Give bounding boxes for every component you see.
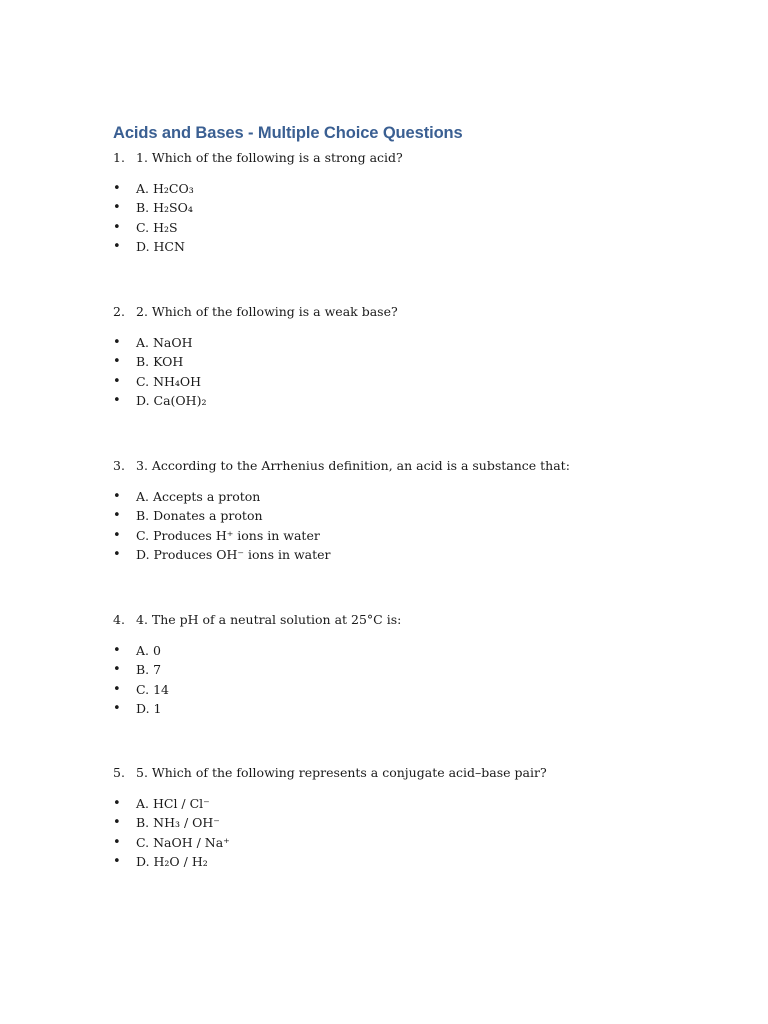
bullet-icon: •: [113, 834, 121, 850]
bullet-icon: •: [113, 681, 121, 697]
option-item: [0, 508, 768, 527]
option-item: [0, 835, 768, 854]
question-number: 1.: [113, 150, 125, 165]
bullet-icon: •: [113, 815, 121, 831]
option-text: C. Produces H⁺ ions in water: [136, 527, 320, 543]
option-list: [0, 796, 768, 873]
option-item: [0, 662, 768, 681]
bullet-icon: •: [113, 546, 121, 562]
bullet-icon: •: [113, 643, 121, 658]
bullet-icon: •: [113, 662, 121, 678]
question-number: 2.: [113, 304, 125, 319]
option-text: D. Produces OH⁻ ions in water: [136, 546, 331, 562]
option-text: D. HCN: [136, 238, 185, 254]
option-text: B. KOH: [136, 354, 184, 370]
question-text: 4. The pH of a neutral solution at 25°C is:: [136, 612, 402, 627]
bullet-icon: •: [113, 238, 121, 254]
bullet-icon: •: [113, 181, 121, 196]
question-number: 5.: [113, 765, 125, 780]
option-item: [0, 239, 768, 258]
bullet-icon: •: [113, 527, 121, 543]
option-text: A. HCl / Cl⁻: [136, 796, 210, 811]
option-text: C. NaOH / Na⁺: [136, 834, 230, 850]
bullet-icon: •: [113, 354, 121, 370]
option-item: [0, 220, 768, 239]
option-text: B. H₂SO₄: [136, 200, 193, 216]
option-item: [0, 854, 768, 873]
option-item: [0, 393, 768, 412]
option-item: [0, 701, 768, 720]
option-text: B. Donates a proton: [136, 508, 263, 524]
option-list: [0, 335, 768, 412]
option-text: D. 1: [136, 700, 162, 716]
option-list: [0, 643, 768, 720]
bullet-icon: •: [113, 373, 121, 389]
option-text: D. Ca(OH)₂: [136, 392, 207, 408]
option-list: [0, 181, 768, 258]
option-text: A. NaOH: [136, 335, 193, 350]
option-item: [0, 200, 768, 219]
option-item: [0, 682, 768, 701]
option-text: A. 0: [136, 643, 161, 658]
bullet-icon: •: [113, 700, 121, 716]
bullet-icon: •: [113, 489, 121, 504]
bullet-icon: •: [113, 392, 121, 408]
question-text: 3. According to the Arrhenius definition, an acid is a substance that:: [136, 458, 570, 473]
option-text: B. 7: [136, 662, 162, 678]
question-number: 4.: [113, 612, 125, 627]
option-item: [0, 354, 768, 373]
question-number: 3.: [113, 458, 125, 473]
option-list: [0, 489, 768, 566]
option-item: [0, 796, 768, 815]
bullet-icon: •: [113, 796, 121, 811]
bullet-icon: •: [113, 508, 121, 524]
question-text: 1. Which of the following is a strong acid?: [136, 150, 403, 165]
option-item: [0, 489, 768, 508]
option-text: C. 14: [136, 681, 169, 697]
option-item: [0, 335, 768, 354]
bullet-icon: •: [113, 200, 121, 216]
option-text: A. H₂CO₃: [136, 181, 194, 196]
bullet-icon: •: [113, 219, 121, 235]
option-item: [0, 547, 768, 566]
document-title: Acids and Bases - Multiple Choice Questions: [113, 124, 463, 142]
option-item: [0, 815, 768, 834]
option-text: D. H₂O / H₂: [136, 853, 208, 869]
option-text: A. Accepts a proton: [136, 489, 261, 504]
option-item: [0, 374, 768, 393]
option-text: B. NH₃ / OH⁻: [136, 815, 220, 831]
option-text: C. H₂S: [136, 219, 178, 235]
question-text: 5. Which of the following represents a conjugate acid–base pair?: [136, 765, 547, 780]
bullet-icon: •: [113, 335, 121, 350]
option-item: [0, 643, 768, 662]
option-item: [0, 181, 768, 200]
bullet-icon: •: [113, 853, 121, 869]
question-text: 2. Which of the following is a weak base?: [136, 304, 398, 319]
option-item: [0, 528, 768, 547]
option-text: C. NH₄OH: [136, 373, 202, 389]
